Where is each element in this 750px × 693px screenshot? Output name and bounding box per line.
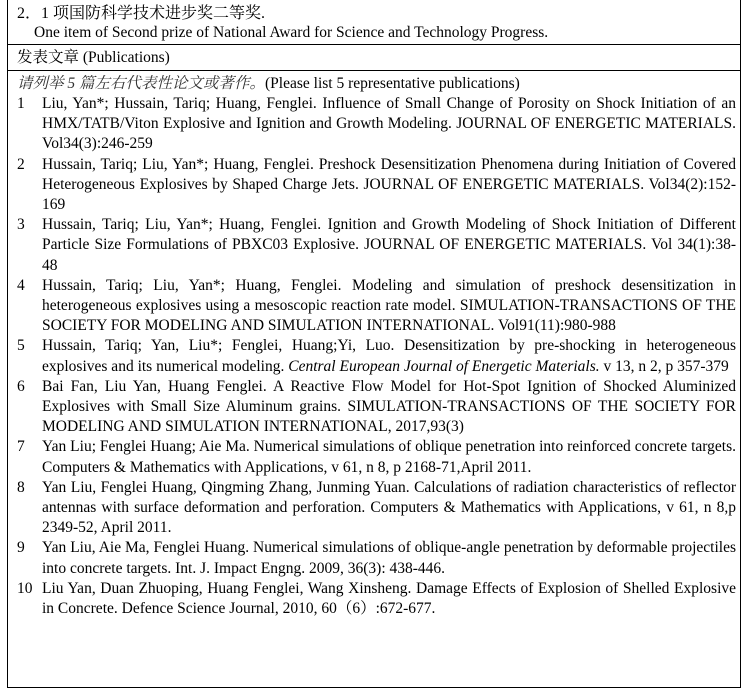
publication-text: Bai Fan, Liu Yan, Huang Fenglei. A Reactive Flow Model for Hot-Spot Ignition of Shocked Aluminized Explosives with Small Size Aluminum grains. SIMULATION-TRANSACTIONS OF THE SOCIETY FOR MODELING AND SIMULATION INTERNATIONAL, 2017,93(3) [42,377,736,436]
publication-number: 10 [17,579,33,597]
publication-item [17,276,736,337]
award-line-en: One item of Second prize of National Award for Science and Technology Progress. [34,24,549,41]
publication-number: 7 [17,438,25,456]
publication-item [17,336,736,376]
publication-item [17,215,736,276]
publication-item [17,94,736,155]
document-table [7,0,741,688]
publication-text: Hussain, Tariq; Liu, Yan*; Huang, Fenglei. Modeling and simulation of preshock desensitization in heterogeneous explosives using a mesoscopic reaction rate model. SIMULATION-TRANSACTIONS OF THE SOCIETY FOR MODELING AND SIMULATION INTERNATIONAL. Vol91(11):980-988 [42,276,736,335]
publication-text: Yan Liu; Fenglei Huang; Aie Ma. Numerical simulations of oblique penetration into reinforced concrete targets. Computers & Mathematics with Applications, v 61, n 8, p 2168-71,April 2011. [42,438,736,476]
publication-number: 6 [17,377,25,395]
publication-text: Yan Liu, Aie Ma, Fenglei Huang. Numerical simulations of oblique-angle penetration by deformable projectiles into concrete targets. Int. J. Impact Engng. 2009, 36(3): 438-446. [42,539,736,577]
publication-number: 3 [17,216,25,234]
publication-item [17,155,736,216]
publication-text: Liu Yan, Duan Zhuoping, Huang Fenglei, Wang Xinsheng. Damage Effects of Explosion of Shelled Explosive in Concrete. Defence Science Journal, 2010, 60（6）:672-677. [42,579,736,618]
publication-number: 9 [17,539,25,557]
publication-number: 5 [17,337,25,355]
publication-text: Hussain, Tariq; Liu, Yan*; Huang, Fenglei. Ignition and Growth Modeling of Shock Initiation of Different Particle Size Formulations of PBXC03 Explosive. JOURNAL OF ENERGETIC MATERIALS. Vol 34(1):38-48 [42,216,736,274]
publications-instruction [17,74,736,94]
publications-header: 发表文章 (Publications) [8,44,740,71]
publication-text-after: v 13, n 2, p 357-379 [599,357,729,375]
publication-journal: Central European Journal of Energetic Materials. [288,357,600,375]
publication-item [17,377,736,438]
publication-item [17,579,736,619]
instruction-cn: 请列举 5 篇左右代表性论文或著作。 [17,75,266,92]
publication-number: 2 [17,155,25,173]
publication-number: 4 [17,276,25,294]
publication-text: Yan Liu, Fenglei Huang, Qingming Zhang, Junming Yuan. Calculations of radiation characteristics of reflector antennas with surface deformation and perforation. Computers & Mathematics with Applications, v 61, n 8,p 2349-52, April 2011. [42,478,736,537]
publications-list [8,71,740,687]
publication-text: Hussain, Tariq; Liu, Yan*; Huang, Fenglei. Preshock Desensitization Phenomena during Initiation of Covered Heterogeneous Explosives by Shaped Charge Jets. JOURNAL OF ENERGETIC MATERIALS. Vol34(2):152-169 [42,155,736,214]
award-section [8,0,740,44]
publication-text [42,336,736,376]
publication-item [17,538,736,578]
award-line-cn: 2．1 项国防科学技术进步奖二等奖. [17,5,266,22]
publication-item [17,437,736,477]
instruction-en: (Please list 5 representative publications) [265,75,520,92]
publication-text: Liu, Yan*; Hussain, Tariq; Huang, Fenglei. Influence of Small Change of Porosity on Shock Initiation of an HMX/TATB/Viton Explosive and Ignition and Growth Modeling. JOURNAL OF ENERGETIC MATERIALS. Vol34(3):246-259 [42,95,736,153]
publication-item [17,478,736,539]
publication-text-before: Hussain, Tariq; Yan, Liu*; Fenglei, Huang;Yi, Luo. Desensitization by pre-shocking in heterogeneous explosives and its numerical modeling. [42,337,736,375]
publication-number: 1 [17,95,25,112]
publication-number: 8 [17,478,25,496]
